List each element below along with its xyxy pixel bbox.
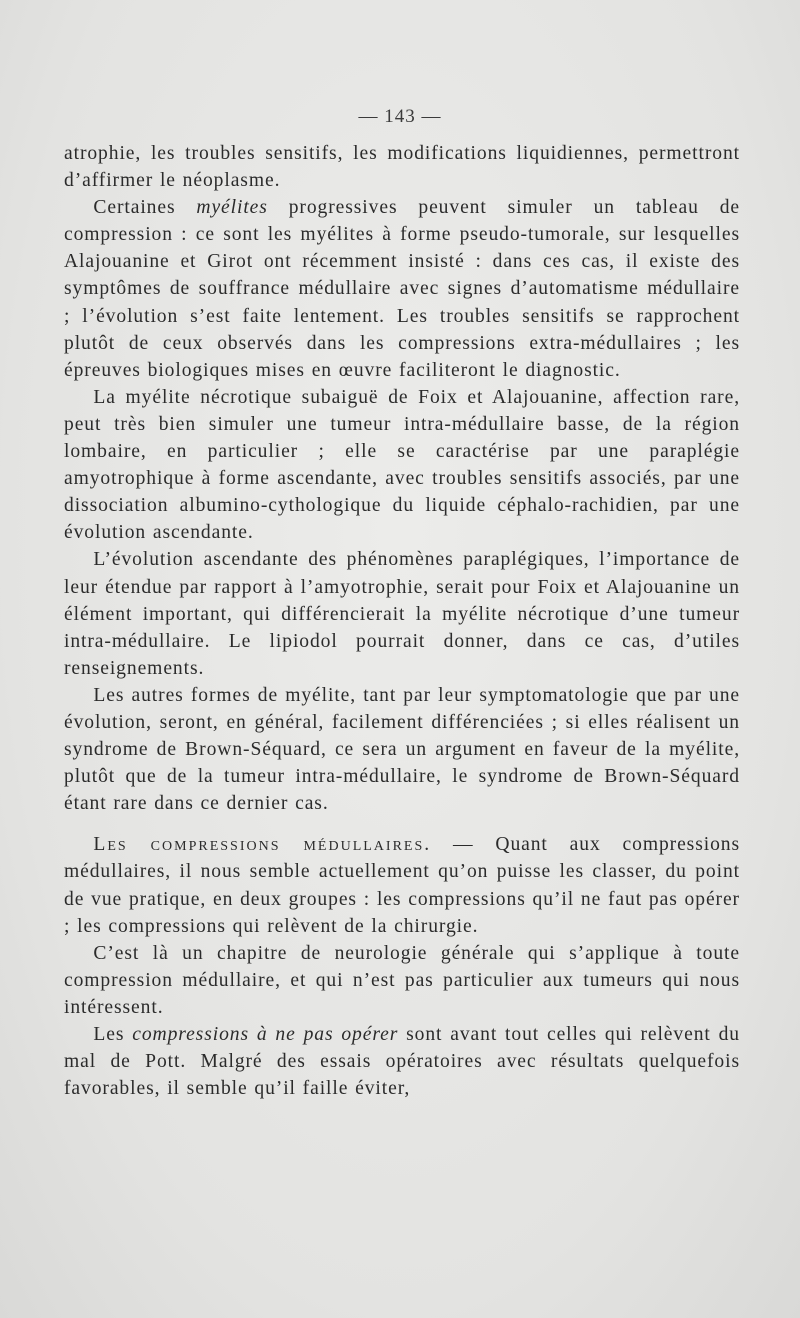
italic-term-myelites: myélites <box>196 197 268 219</box>
paragraph-text: — Quant aux compressions médullaires, il nous semble actuellement qu’on puisse les classer, du point de vue pratique, en deux groupes : les compressions qu’il ne faut pas opérer ; les compressions qui relèvent de la chirurgie. <box>64 834 740 937</box>
paragraph-myelite-necrotique: La myélite nécrotique subaiguë de Foix et Alajouanine, affection rare, peut très bien simuler une tumeur intra-médullaire basse, de la région lombaire, en particulier ; elle se caractérise par une paraplégie amyotrophique à forme ascendante, avec troubles sensitifs associés, par une dissociation albumino-cythologique du liquide céphalo-rachidien, par une évolution ascendante. <box>64 386 740 544</box>
paragraph-continuation: atrophie, les troubles sensitifs, les modifications liquidiennes, permettront d’affirmer le néoplasme. <box>64 143 740 192</box>
page-number: — 143 — <box>358 106 442 127</box>
paragraph-evolution-ascendante: L’évolution ascendante des phénomènes paraplégiques, l’importance de leur étendue par rapport à l’amyotrophie, serait pour Foix et Alajouanine un élément important, qui différencierait la myélite nécrotique d’une tumeur intra-médullaire. Le lipiodol pourrait donner, dans ce cas, d’utiles renseignements. <box>64 549 740 679</box>
paragraph-chapitre-neurologie: C’est là un chapitre de neurologie générale qui s’applique à toute compression médullaire, et qui n’est pas particulier aux tumeurs qui nous intéressent. <box>64 942 740 1018</box>
paragraph-autres-formes: Les autres formes de myélite, tant par leur symptomatologie que par une évolution, seront, en général, facilement différenciées ; si elles réalisent un syndrome de Brown-Séquard, ce sera un argument en faveur de la myélite, plutôt que de la tumeur intra-médullaire, le syndrome de Brown-Séquard étant rare dans ce dernier cas. <box>64 684 740 815</box>
section-heading: Les compressions médullaires. <box>93 834 432 856</box>
body-text <box>64 140 740 1102</box>
italic-term-compressions: compressions à ne pas opérer <box>132 1024 399 1045</box>
paragraph-text: Les <box>93 1024 133 1045</box>
paragraph-compressions-medullaires <box>64 831 740 939</box>
paragraph-compressions-a-ne-pas-operer <box>64 1021 740 1102</box>
paragraph-myelites <box>64 194 740 384</box>
paragraph-text: Certaines <box>93 197 197 219</box>
paragraph-text: sont avant tout celles qui relèvent du mal de Pott. Malgré des essais opératoires avec résultats quelquefois favorables, il semble qu’il faille éviter, <box>64 1024 740 1100</box>
paragraph-text: progressives peuvent simuler un tableau de compression : ce sont les myélites à forme pseudo-tumorale, sur lesquelles Alajouanine et Girot ont récemment insisté : dans ces cas, il existe des symptômes de souffrance médullaire avec signes d’automatisme médullaire ; l’évolution s’est faite lentement. Les troubles sensitifs se rapprochent plutôt de ceux observés dans les compressions extra-médullaires ; les épreuves biologiques mises en œuvre faciliteront le diagnostic. <box>64 197 740 381</box>
